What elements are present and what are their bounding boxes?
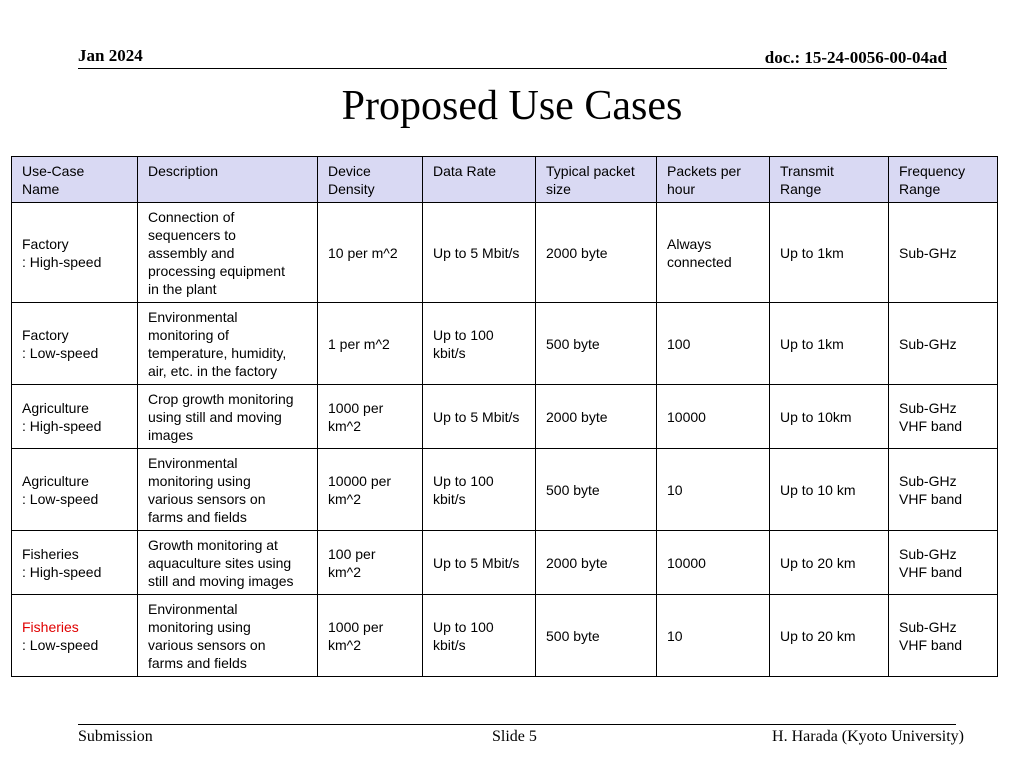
footer-divider [78,724,956,725]
footer-slide-number: Slide 5 [492,728,537,745]
cell-packets-per-hour: 10000 [657,385,770,449]
use-case-sub: : High-speed [22,563,102,580]
table-row [12,449,998,531]
cell-range: Up to 10 km [770,449,889,531]
cell-frequency: Sub-GHz VHF band [889,385,998,449]
cell-packet-size: 2000 byte [536,531,657,595]
use-case-main: Agriculture [22,472,89,489]
use-case-sub: : Low-speed [22,490,99,507]
table-row [12,531,998,595]
header-date: Jan 2024 [78,46,143,65]
cell-use-case-name [12,385,138,449]
cell-packets-per-hour: 10 [657,595,770,677]
cell-data-rate: Up to 5 Mbit/s [423,385,536,449]
table-row [12,203,998,303]
cell-description: Environmental monitoring of temperature, humidity, air, etc. in the factory [138,303,318,385]
cell-density: 100 per km^2 [318,531,423,595]
cell-packets-per-hour: 10 [657,449,770,531]
table-header-row [12,157,998,203]
cell-range: Up to 1km [770,203,889,303]
column-header-description: Description [138,157,318,203]
use-case-table-container [11,156,997,677]
cell-data-rate: Up to 100 kbit/s [423,595,536,677]
cell-packets-per-hour: Always connected [657,203,770,303]
cell-packet-size: 500 byte [536,449,657,531]
cell-density: 1000 per km^2 [318,595,423,677]
cell-use-case-name [12,203,138,303]
cell-density: 1 per m^2 [318,303,423,385]
column-header-packet-size: Typical packet size [536,157,657,203]
page-title: Proposed Use Cases [341,83,683,129]
column-header-data-rate: Data Rate [423,157,536,203]
use-case-sub: : Low-speed [22,344,99,361]
cell-description: Environmental monitoring using various sensors on farms and fields [138,449,318,531]
cell-packet-size: 2000 byte [536,385,657,449]
table-row [12,385,998,449]
cell-density: 10000 per km^2 [318,449,423,531]
header-doc-id: doc.: 15-24-0056-00-04ad [764,48,947,67]
cell-range: Up to 20 km [770,595,889,677]
cell-range: Up to 20 km [770,531,889,595]
cell-packets-per-hour: 10000 [657,531,770,595]
table-row [12,303,998,385]
column-header-range: Transmit Range [770,157,889,203]
column-header-name: Use-Case Name [12,157,138,203]
use-case-main: Agriculture [22,399,89,416]
cell-data-rate: Up to 100 kbit/s [423,303,536,385]
use-case-sub: : High-speed [22,253,102,270]
use-case-main: Factory [22,326,69,343]
cell-description: Environmental monitoring using various sensors on farms and fields [138,595,318,677]
cell-frequency: Sub-GHz [889,203,998,303]
footer-submission: Submission [78,728,153,745]
column-header-frequency: Frequency Range [889,157,998,203]
cell-packet-size: 500 byte [536,303,657,385]
cell-use-case-name [12,595,138,677]
cell-frequency: Sub-GHz VHF band [889,449,998,531]
header-divider [78,68,947,69]
cell-packets-per-hour: 100 [657,303,770,385]
cell-description: Connection of sequencers to assembly and processing equipment in the plant [138,203,318,303]
table-row [12,595,998,677]
cell-packet-size: 500 byte [536,595,657,677]
cell-density: 10 per m^2 [318,203,423,303]
cell-density: 1000 per km^2 [318,385,423,449]
cell-range: Up to 1km [770,303,889,385]
cell-description: Crop growth monitoring using still and moving images [138,385,318,449]
use-case-main: Factory [22,235,69,252]
column-header-density: Device Density [318,157,423,203]
cell-data-rate: Up to 5 Mbit/s [423,531,536,595]
cell-frequency: Sub-GHz VHF band [889,531,998,595]
cell-frequency: Sub-GHz [889,303,998,385]
use-case-table [11,156,998,677]
cell-data-rate: Up to 100 kbit/s [423,449,536,531]
cell-use-case-name [12,449,138,531]
cell-use-case-name [12,531,138,595]
cell-range: Up to 10km [770,385,889,449]
use-case-main-highlighted: Fisheries [22,618,79,635]
use-case-main: Fisheries [22,545,79,562]
footer-author: H. Harada (Kyoto University) [772,728,964,745]
column-header-packets-per-hour: Packets per hour [657,157,770,203]
cell-use-case-name [12,303,138,385]
use-case-sub: : Low-speed [22,636,99,653]
cell-description: Growth monitoring at aquaculture sites using still and moving images [138,531,318,595]
cell-packet-size: 2000 byte [536,203,657,303]
cell-frequency: Sub-GHz VHF band [889,595,998,677]
cell-data-rate: Up to 5 Mbit/s [423,203,536,303]
use-case-sub: : High-speed [22,417,102,434]
